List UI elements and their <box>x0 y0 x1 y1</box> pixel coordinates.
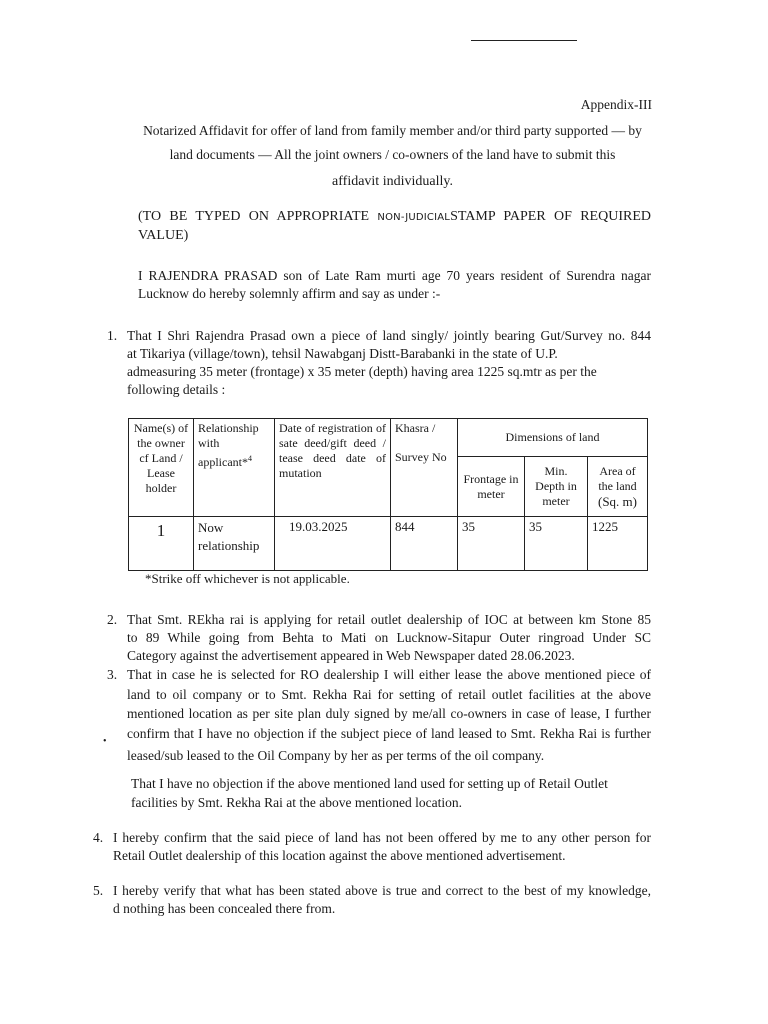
header-khasra-line-2: Survey No <box>395 450 447 464</box>
item-4-line-2: Retail Outlet dealership of this location against the above mentioned advertisement. <box>113 848 566 863</box>
cell-frontage: 35 <box>458 517 525 571</box>
item-3-line-2: land to oil company or to Smt. Rekha Rai for setting of retail outlet facilities at the above <box>127 686 651 702</box>
item-1-line-1: That I Shri Rajendra Prasad own a piece of land singly/ jointly bearing Gut/Survey no. 844 <box>127 328 651 343</box>
title-line-3: affidavit individually. <box>332 174 453 189</box>
cell-depth: 35 <box>525 517 588 571</box>
item-1-line-3: admeasuring 35 meter (frontage) x 35 meter (depth) having area 1225 sq.mtr as per the <box>127 364 597 379</box>
header-depth: Min. Depth in meter <box>525 457 588 517</box>
affidavit-item-1 <box>107 327 651 399</box>
intro-line-1: I RAJENDRA PRASAD son of Late Ram murti age 70 years resident of Surendra nagar <box>138 268 651 283</box>
cell-date: 19.03.2025 <box>275 517 391 571</box>
header-khasra-line-1: Khasra / <box>395 421 436 435</box>
item-number: 4. <box>93 830 104 845</box>
item-5-line-1: I hereby verify that what has been stated above is true and correct to the best of my knowledge, <box>113 883 651 898</box>
header-frontage: Frontage in meter <box>458 457 525 517</box>
stamp-note-prefix: (TO BE TYPED ON APPROPRIATE <box>138 209 378 224</box>
item-3-line-1: That in case he is selected for RO dealership I will either lease the above mentioned piece of <box>127 667 651 682</box>
header-area-unit: (Sq. m) <box>598 494 637 509</box>
header-relationship-text: Relationship with applicant* <box>198 421 259 469</box>
cell-relationship: Now relationship <box>194 517 275 571</box>
header-owner: Name(s) of the owner cf Land / Lease holder <box>129 419 194 517</box>
item-number: 3. <box>107 667 118 682</box>
item-3-line-4: confirm that I have no objection if the subject piece of land leased to Smt. Rekha Rai is further <box>127 725 651 741</box>
affidavit-item-3 <box>107 665 651 766</box>
intro-paragraph <box>138 267 651 303</box>
no-objection-paragraph <box>131 774 651 812</box>
table-row <box>129 517 648 571</box>
title-line-2: land documents — All the joint owners / co-owners of the land have to submit this <box>169 147 616 162</box>
item-number: 2. <box>107 612 118 627</box>
header-dimensions: Dimensions of land <box>458 419 648 457</box>
header-relationship <box>194 419 275 517</box>
item-1-line-4: following details : <box>127 382 226 397</box>
item-3-line-5: leased/sub leased to the Oil Company by her as per terms of the oil company. <box>127 748 545 763</box>
stray-mark: • <box>103 736 107 747</box>
table-footnote: *Strike off whichever is not applicable. <box>145 571 350 586</box>
item-2-line-1: That Smt. REkha rai is applying for retail outlet dealership of IOC at between km Stone 85 <box>127 612 651 627</box>
item-4-line-1: I hereby confirm that the said piece of land has not been offered by me to any other person for <box>113 830 651 845</box>
affidavit-item-2 <box>107 611 651 665</box>
appendix-label: Appendix-III <box>580 97 652 112</box>
item-1-line-2: at Tikariya (village/town), tehsil Nawabganj Distt-Barabanki in the state of U.P. <box>127 346 558 361</box>
item-5-line-2: d nothing has been concealed there from. <box>113 901 336 916</box>
no-objection-line-1: That I have no objection if the above mentioned land used for setting up of Retail Outlet <box>131 776 608 791</box>
header-relationship-superscript: 4 <box>247 454 252 463</box>
cell-area: 1225 <box>588 517 648 571</box>
stamp-note-suffix: STAMP PAPER OF REQUIRED <box>450 209 651 224</box>
affidavit-item-4 <box>93 829 651 865</box>
item-2-line-2: to 89 While going from Behta to Mati on Lucknow-Sitapur Outer ringroad Under SC <box>127 630 651 645</box>
item-number: 5. <box>93 883 104 898</box>
item-2-line-3: Category against the advertisement appeared in Web Newspaper dated 28.06.2023. <box>127 648 575 663</box>
no-objection-line-2: facilities by Smt. Rekha Rai at the above mentioned location. <box>131 795 463 810</box>
affidavit-item-5 <box>93 882 651 918</box>
item-number: 1. <box>107 328 118 343</box>
item-3-line-3: mentioned location as per site plan duly signed by me/all co-owners in case of lease, I further <box>127 706 651 721</box>
cell-owner: 1 <box>129 517 194 571</box>
stamp-note-non-judicial: NON-JUDICIAL <box>377 212 451 223</box>
header-khasra <box>391 419 458 517</box>
cell-khasra: 844 <box>391 517 458 571</box>
stamp-note-line-2: VALUE) <box>138 228 189 243</box>
top-signature-line <box>471 40 577 41</box>
stamp-note <box>138 208 651 245</box>
intro-line-2: Lucknow do hereby solemnly affirm and say as under :- <box>138 286 441 301</box>
title-line-1: Notarized Affidavit for offer of land from family member and/or third party supported — by <box>143 123 642 138</box>
land-details-table <box>128 418 648 571</box>
header-area <box>588 457 648 517</box>
header-date: Date of registration of sate deed/gift deed / tease deed date of mutation <box>275 419 391 517</box>
header-area-text: Area of the land <box>598 464 637 493</box>
